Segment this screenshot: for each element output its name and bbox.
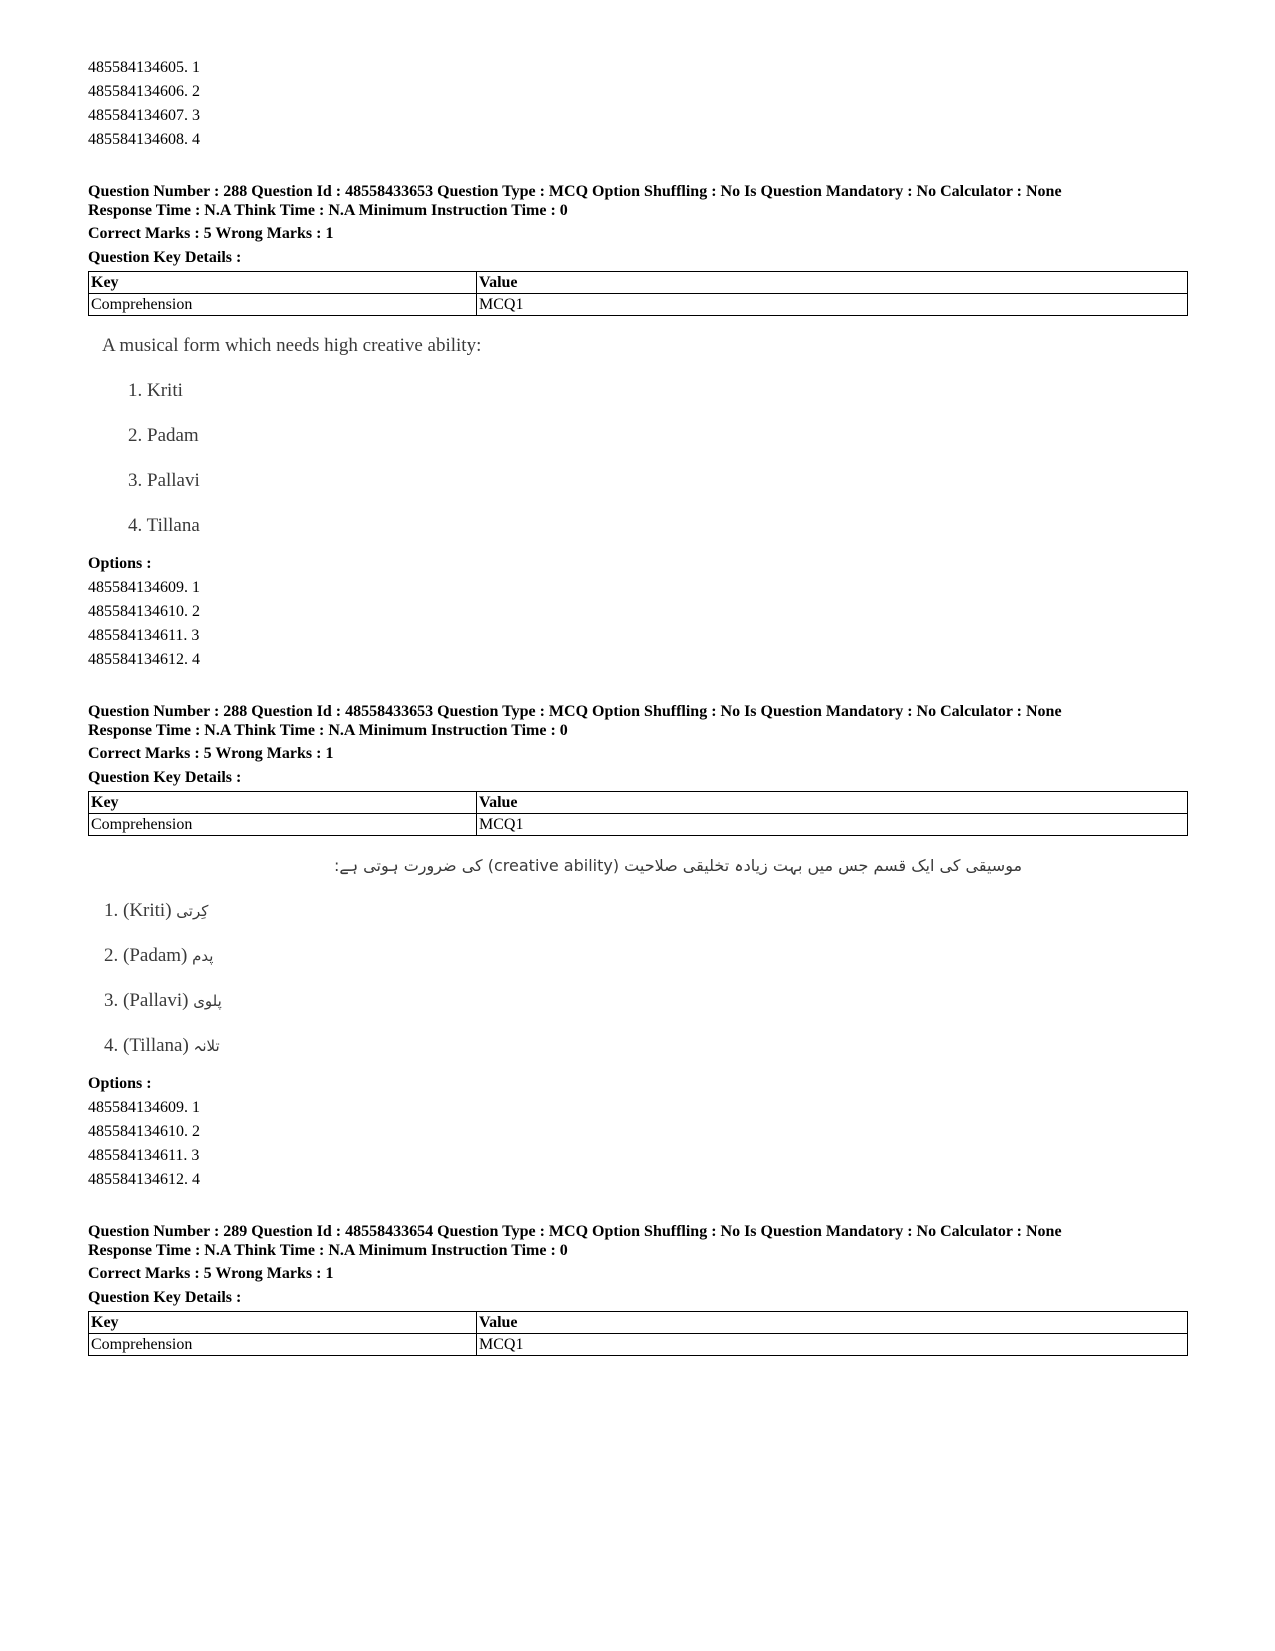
question-marks: Correct Marks : 5 Wrong Marks : 1 (88, 225, 334, 242)
question-marks: Correct Marks : 5 Wrong Marks : 1 (88, 745, 334, 762)
key-details-table (88, 1311, 1188, 1356)
option-line: 485584134611. 3 (88, 627, 200, 644)
answer-choice: 4. Tillana (128, 515, 200, 536)
table-header-row (89, 792, 1188, 814)
answer-choice (104, 899, 1188, 923)
question-stem: A musical form which needs high creative ability: (102, 335, 482, 356)
table-header-value: Value (477, 272, 1188, 294)
question-block-288-en (88, 182, 1188, 672)
option-line: 485584134609. 1 (88, 579, 200, 596)
answer-choice: 1. Kriti (128, 380, 183, 401)
question-header: Question Number : 288 Question Id : 48558433653 Question Type : MCQ Option Shuffling : No Is Question Mandatory : No Calculator : None (88, 703, 1062, 720)
option-line: 485584134612. 4 (88, 651, 200, 668)
option-line: 485584134605. 1 (88, 59, 200, 76)
choice-number: 3. (Pallavi) (104, 990, 189, 1011)
answer-choice (104, 989, 1188, 1013)
table-header-row (89, 272, 1188, 294)
choice-number: 4. (Tillana) (104, 1035, 189, 1056)
question-timing: Response Time : N.A Think Time : N.A Minimum Instruction Time : 0 (88, 202, 568, 219)
question-marks: Correct Marks : 5 Wrong Marks : 1 (88, 1265, 334, 1282)
table-header-key: Key (89, 1312, 477, 1334)
choice-urdu-text: کِرتی (176, 902, 209, 920)
key-details-label: Question Key Details : (88, 769, 242, 786)
options-label: Options : (88, 1075, 152, 1092)
option-line: 485584134610. 2 (88, 1123, 200, 1140)
key-details-table (88, 271, 1188, 316)
question-header: Question Number : 288 Question Id : 48558433653 Question Type : MCQ Option Shuffling : No Is Question Mandatory : No Calculator : None (88, 183, 1062, 200)
question-stem: موسیقی کی ایک قسم جس میں بہت زیادہ تخلیقی صلاحیت (creative ability) کی ضرورت ہوتی ہے: (333, 856, 1023, 875)
answer-choice: 2. Padam (128, 425, 199, 446)
table-cell-value: MCQ1 (477, 814, 1188, 836)
options-label: Options : (88, 555, 152, 572)
question-timing: Response Time : N.A Think Time : N.A Minimum Instruction Time : 0 (88, 722, 568, 739)
key-details-label: Question Key Details : (88, 249, 242, 266)
choice-urdu-text: پدم (192, 947, 214, 965)
table-cell-value: MCQ1 (477, 1334, 1188, 1356)
question-block-288-ur (88, 702, 1188, 1192)
answer-choice (104, 1034, 1188, 1058)
previous-options-list (88, 56, 1188, 152)
choice-urdu-text: تلانہ (193, 1037, 220, 1055)
option-line: 485584134612. 4 (88, 1171, 200, 1188)
choice-number: 1. (Kriti) (104, 900, 172, 921)
choice-urdu-text: پلوی (193, 992, 222, 1010)
table-header-value: Value (477, 1312, 1188, 1334)
table-cell-key: Comprehension (89, 1334, 477, 1356)
option-line: 485584134607. 3 (88, 107, 200, 124)
option-line: 485584134609. 1 (88, 1099, 200, 1116)
table-cell-value: MCQ1 (477, 294, 1188, 316)
option-line: 485584134610. 2 (88, 603, 200, 620)
table-header-key: Key (89, 792, 477, 814)
table-cell-key: Comprehension (89, 814, 477, 836)
option-line: 485584134608. 4 (88, 131, 200, 148)
question-content-urdu (88, 854, 1188, 1058)
question-header: Question Number : 289 Question Id : 48558433654 Question Type : MCQ Option Shuffling : No Is Question Mandatory : No Calculator : None (88, 1223, 1062, 1240)
option-line: 485584134611. 3 (88, 1147, 200, 1164)
key-details-table (88, 791, 1188, 836)
answer-choice (104, 944, 1188, 968)
question-timing: Response Time : N.A Think Time : N.A Minimum Instruction Time : 0 (88, 1242, 568, 1259)
choice-number: 2. (Padam) (104, 945, 188, 966)
table-row (89, 1334, 1188, 1356)
question-block-289 (88, 1222, 1188, 1356)
table-row (89, 294, 1188, 316)
option-line: 485584134606. 2 (88, 83, 200, 100)
table-row (89, 814, 1188, 836)
document-page (88, 56, 1188, 1356)
table-header-value: Value (477, 792, 1188, 814)
question-content (88, 334, 1188, 538)
table-header-row (89, 1312, 1188, 1334)
table-header-key: Key (89, 272, 477, 294)
answer-choice: 3. Pallavi (128, 470, 200, 491)
key-details-label: Question Key Details : (88, 1289, 242, 1306)
table-cell-key: Comprehension (89, 294, 477, 316)
